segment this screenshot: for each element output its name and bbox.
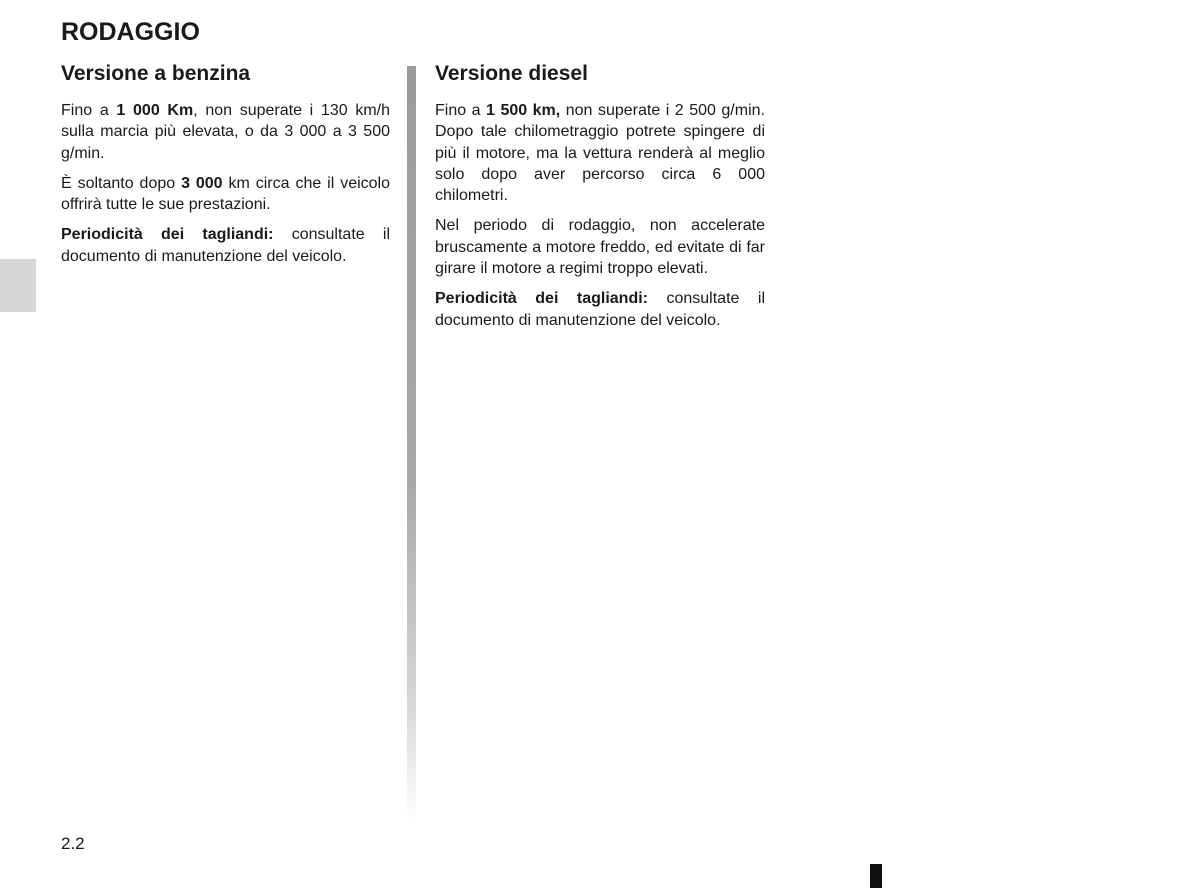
diesel-paragraph-2: Nel periodo di rodaggio, non accelerate bruscamente a motore freddo, ed evitate di far girare il motore a regimi troppo elevati. [435,217,765,278]
petrol-p2-text-a: È soltanto dopo [61,174,182,192]
corner-marker [870,864,882,888]
petrol-section [61,60,390,276]
petrol-p2-bold: 3 000 [181,174,223,192]
petrol-paragraph-1 [61,100,390,164]
diesel-p1-text-c: non superate i 2 500 g/min. Dopo tale chilometraggio potrete spingere di più il motore, ma la vettura renderà al meglio solo dopo aver percorso circa 6 000 chilometri. [435,102,765,205]
petrol-paragraph-2 [61,173,390,216]
petrol-p1-bold: 1 000 Km [116,102,194,119]
chapter-side-tab [0,259,36,312]
petrol-heading: Versione a benzina [61,62,251,85]
column-divider [407,66,416,820]
petrol-p2-text-c: km circa che il veicolo offrirà tutte le sue prestazioni. [61,174,390,214]
diesel-paragraph-3 [435,288,765,331]
petrol-p3-text-c: consultate il documento di manutenzione del veicolo. [61,226,391,265]
diesel-heading: Versione diesel [435,62,588,85]
diesel-p1-bold: 1 500 km, [486,102,561,119]
petrol-p1-text-c: , non superate i 130 km/h sulla marcia più elevata, o da 3 000 a 3 500 g/min. [61,102,390,162]
diesel-p3-bold: Periodicità dei tagliandi: [435,290,648,308]
page-number: 2.2 [61,834,85,853]
diesel-paragraph-1 [435,100,765,206]
diesel-p1-text-a: Fino a [435,102,487,119]
page-title: RODAGGIO [61,18,200,46]
diesel-section [435,60,765,340]
diesel-p3-text-c: consultate il documento di manutenzione del veicolo. [435,290,766,329]
petrol-p3-bold: Periodicità dei tagliandi: [61,226,274,244]
petrol-paragraph-3 [61,224,390,267]
petrol-p1-text-a: Fino a [61,102,117,119]
